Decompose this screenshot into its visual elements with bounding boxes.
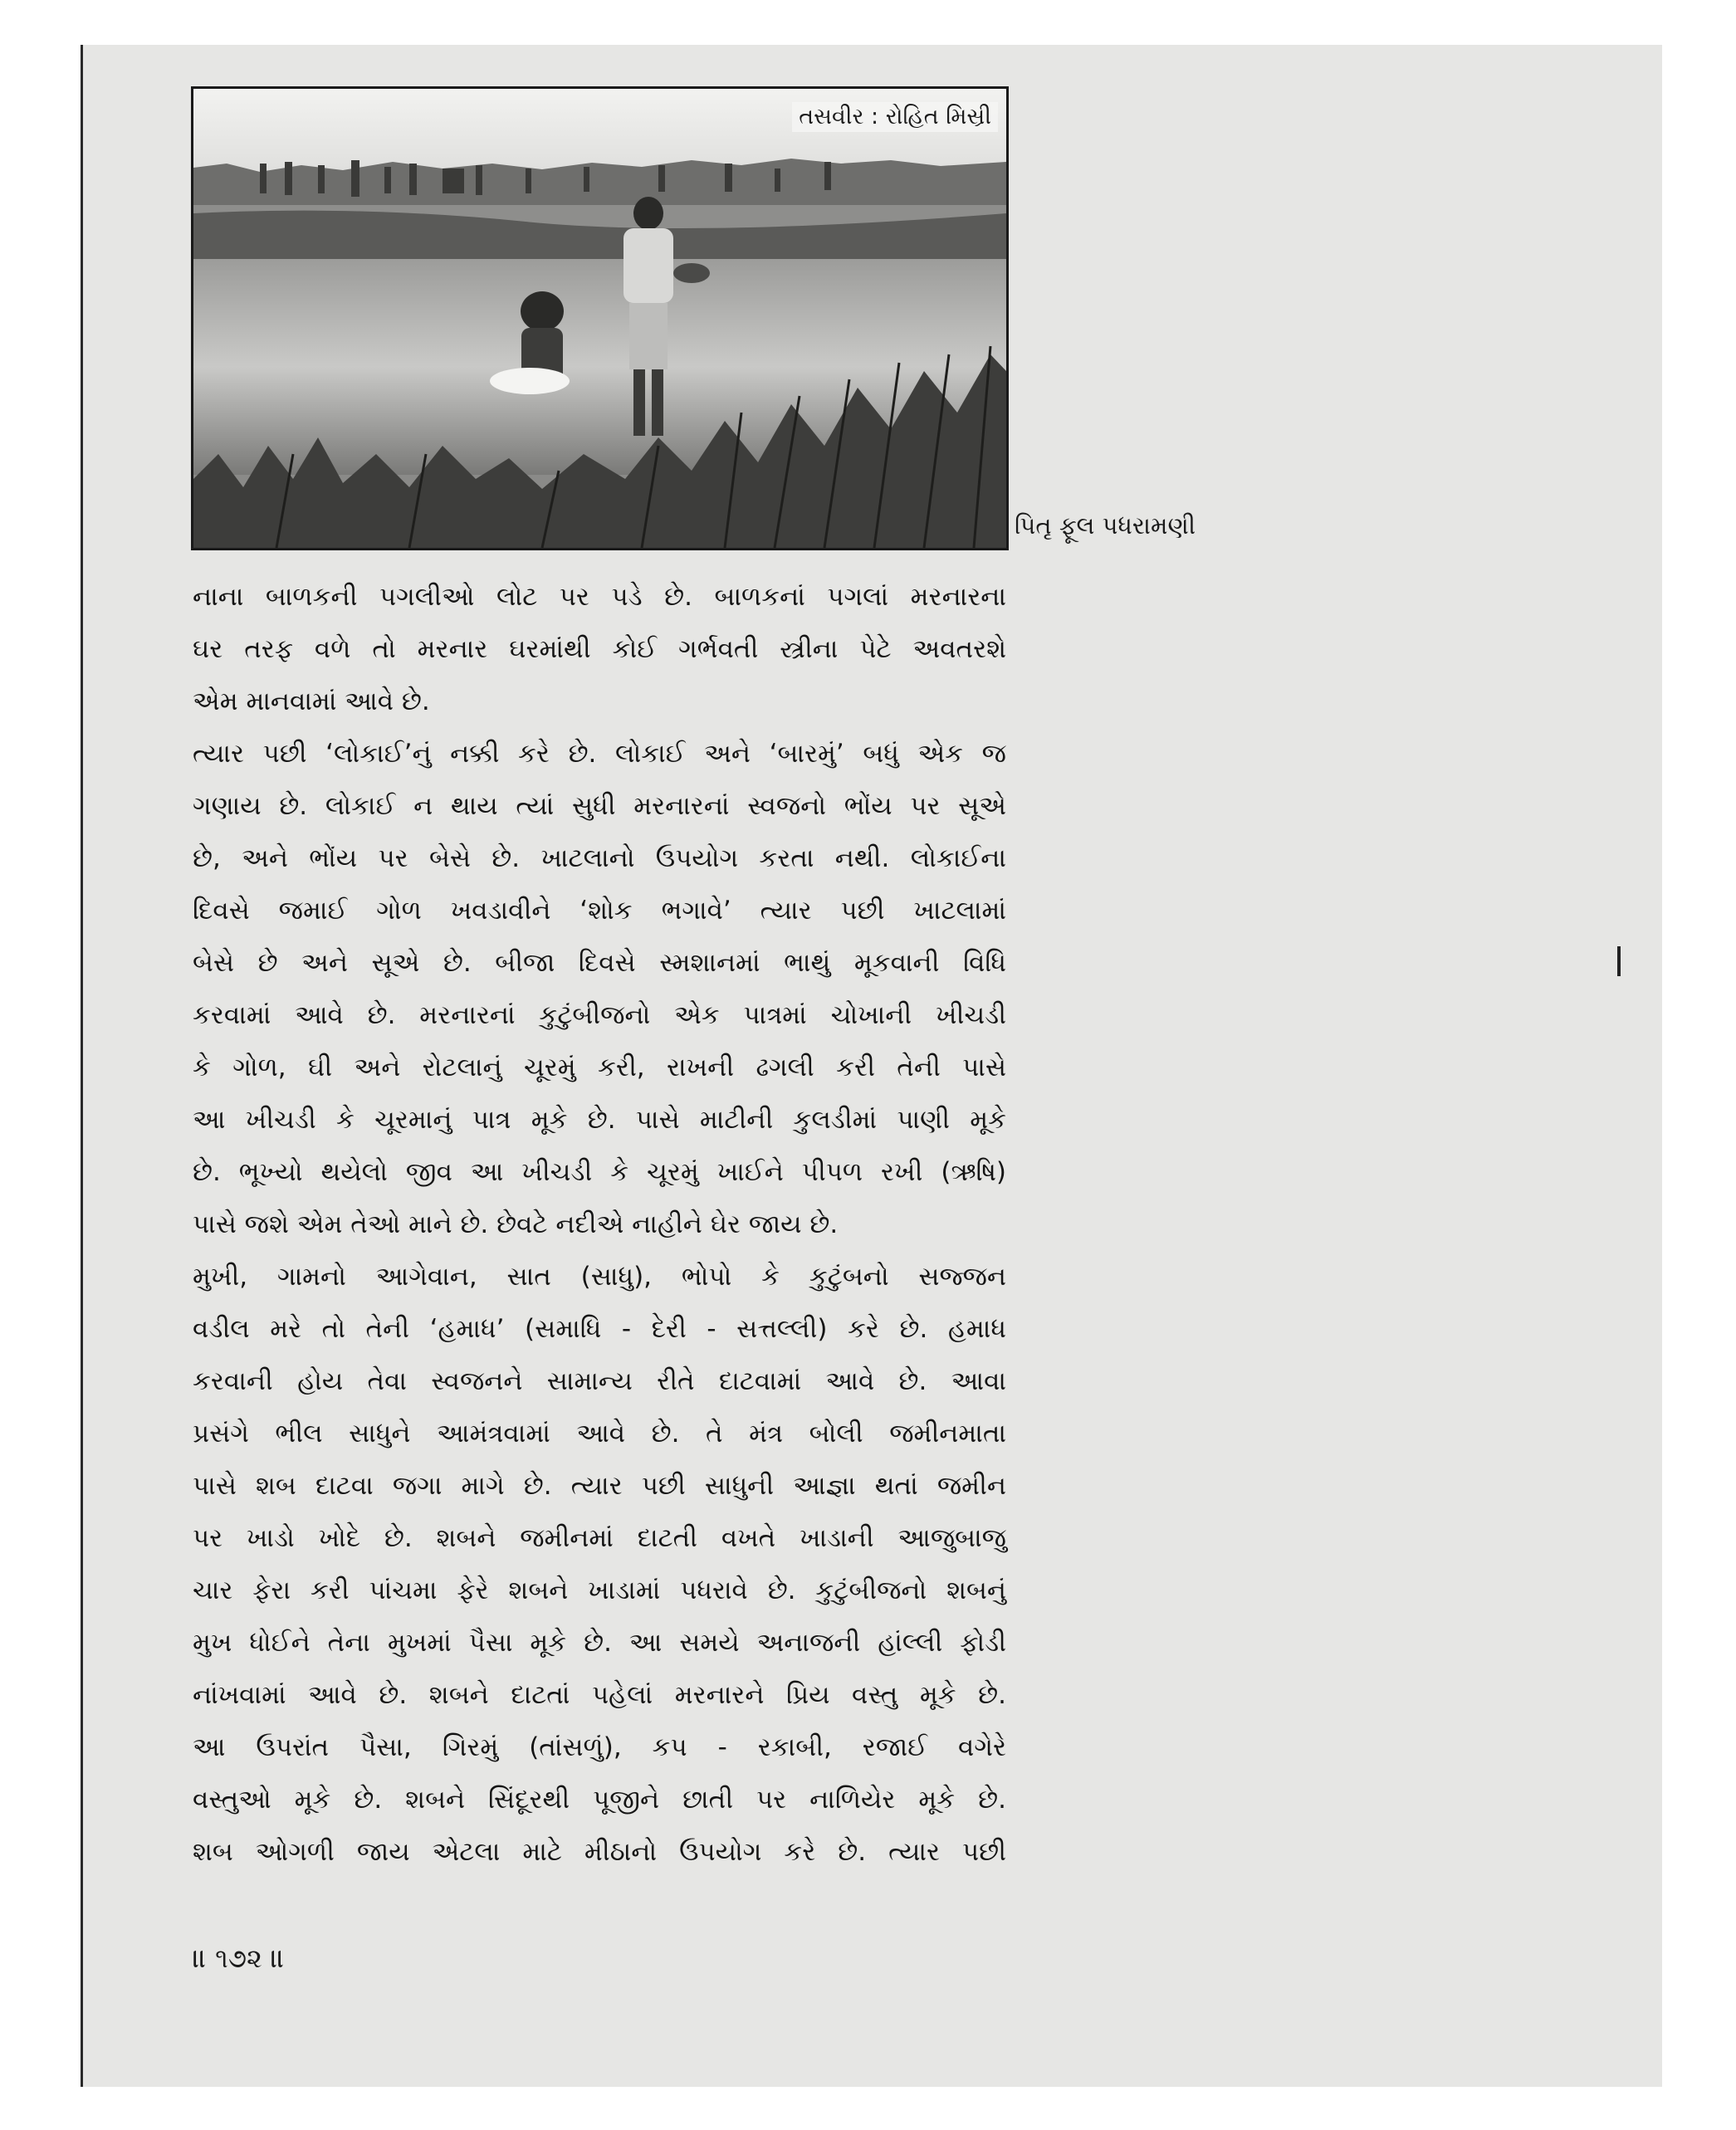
body-text: [193, 571, 1006, 1878]
text-line: બેસે છે અને સૂએ છે. બીજા દિવસે સ્મશાનમાં ભાથું મૂકવાની વિધિ: [193, 948, 1006, 978]
text-line: ઘર તરફ વળે તો મરનાર ઘરમાંથી કોઈ ગર્ભવતી સ્ત્રીના પેટે અવતરશે: [193, 634, 1006, 664]
text-line: શબ ઓગળી જાય એટલા માટે મીઠાનો ઉપયોગ કરે છે. ત્યાર પછી: [193, 1837, 1006, 1867]
photo-credit: તસવીર : રોહિત મિસ્રી: [792, 102, 998, 132]
text-line: પાસે જશે એમ તેઓ માને છે. છેવટે નદીએ નાહીને ઘેર જાય છે.: [193, 1209, 839, 1239]
text-line: છે, અને ભોંય પર બેસે છે. ખાટલાનો ઉપયોગ કરતા નથી. લોકાઈના: [193, 843, 1006, 873]
text-line: વસ્તુઓ મૂકે છે. શબને સિંદૂરથી પૂજીને છાતી પર નાળિયેર મૂકે છે.: [193, 1785, 1006, 1815]
text-line: ચાર ફેરા કરી પાંચમા ફેરે શબને ખાડામાં પધરાવે છે. કુટુંબીજનો શબનું: [193, 1576, 1006, 1605]
page-number: ॥ ૧૭૨ ॥: [193, 1942, 285, 1974]
text-line: આ ઉપરાંત પૈસા, ગિરમું (તાંસળું), કપ - રકાબી, રજાઈ વગેરે: [193, 1732, 1006, 1762]
text-line: કે ગોળ, ઘી અને રોટલાનું ચૂરમું કરી, રાખની ઢગલી કરી તેની પાસે: [193, 1053, 1006, 1082]
text-line: કરવાની હોય તેવા સ્વજનને સામાન્ય રીતે દાટવામાં આવે છે. આવા: [193, 1366, 1006, 1396]
text-line: મુખી, ગામનો આગેવાન, સાત (સાધુ), ભોપો કે કુટુંબનો સજ્જન: [193, 1262, 1006, 1292]
photograph: [191, 86, 1009, 550]
text-line: વડીલ મરે તો તેની ‘હમાધ’ (સમાધિ - દેરી - સત્તલ્લી) કરે છે. હમાધ: [193, 1314, 1006, 1344]
photo-image: [193, 89, 1006, 548]
photo-caption: પિતૃ ફૂલ પધરામણી: [1015, 511, 1196, 540]
text-line: નાના બાળકની પગલીઓ લોટ પર પડે છે. બાળકનાં પગલાં મરનારના: [193, 582, 1006, 612]
text-line: પર ખાડો ખોદે છે. શબને જમીનમાં દાટતી વખતે ખાડાની આજુબાજુ: [193, 1523, 1006, 1553]
text-line: છે. ભૂખ્યો થયેલો જીવ આ ખીચડી કે ચૂરમું ખાઈને પીપળ રખી (ઋષિ): [193, 1157, 1006, 1187]
text-line: એમ માનવામાં આવે છે.: [193, 686, 430, 716]
text-line: નાંખવામાં આવે છે. શબને દાટતાં પહેલાં મરનારને પ્રિય વસ્તુ મૂકે છે.: [193, 1680, 1006, 1710]
text-line: ત્યાર પછી ‘લોકાઈ’નું નક્કી કરે છે. લોકાઈ અને ‘બારમું’ બધું એક જ: [193, 739, 1006, 769]
text-line: ગણાય છે. લોકાઈ ન થાય ત્યાં સુધી મરનારનાં સ્વજનો ભોંય પર સૂએ: [193, 791, 1006, 821]
text-line: પ્રસંગે ભીલ સાધુને આમંત્રવામાં આવે છે. તે મંત્ર બોલી જમીનમાતા: [193, 1419, 1006, 1448]
text-line: કરવામાં આવે છે. મરનારનાં કુટુંબીજનો એક પાત્રમાં ચોખાની ખીચડી: [193, 1000, 1006, 1030]
text-line: મુખ ધોઈને તેના મુખમાં પૈસા મૂકે છે. આ સમયે અનાજની હાંલ્લી ફોડી: [193, 1628, 1006, 1658]
text-line: દિવસે જમાઈ ગોળ ખવડાવીને ‘શોક ભગાવે’ ત્યાર પછી ખાટલામાં: [193, 896, 1006, 926]
page-edge-mark: [1617, 946, 1621, 976]
text-line: આ ખીચડી કે ચૂરમાનું પાત્ર મૂકે છે. પાસે માટીની કુલડીમાં પાણી મૂકે: [193, 1105, 1006, 1135]
text-line: પાસે શબ દાટવા જગા માગે છે. ત્યાર પછી સાધુની આજ્ઞા થતાં જમીન: [193, 1471, 1006, 1501]
